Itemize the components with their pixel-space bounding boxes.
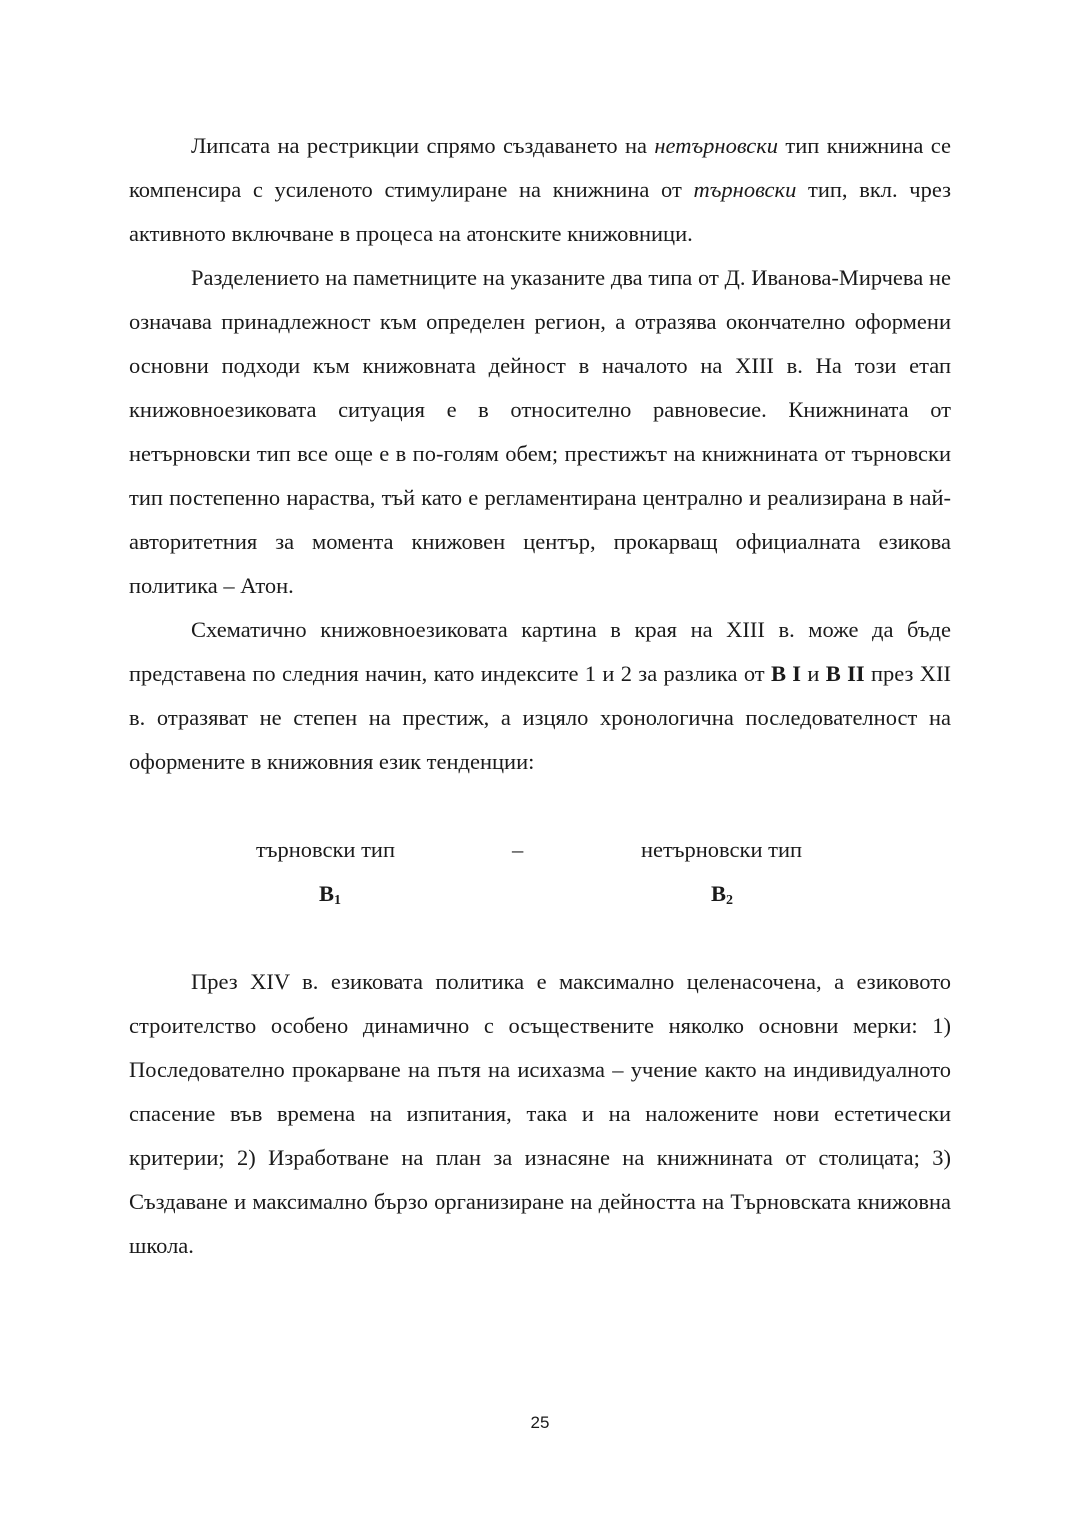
scheme-left-letter: B [319,881,335,906]
paragraph-3-text-3: през XII в. отразяват не степен на престиж, а изцяло хронологична последователност на оформените в книжовния език тенденции: [129,661,951,774]
paragraph-1 [129,124,951,256]
page-number: 25 [530,1413,550,1432]
scheme-right-label: нетърновски тип [641,837,803,862]
scheme-right-letter: B [711,881,727,906]
scheme-left-symbol [319,872,341,923]
paragraph-3-text-1: Схематично книжовноезиковата картина в края на XIII в. може да бъде представена по следния начин, като индексите 1 и 2 за разлика от [129,617,951,686]
paragraph-1-text-1: Липсата на рестрикции спрямо създаването на [191,133,655,158]
scheme-left-index: 1 [334,893,342,908]
paragraph-4 [129,960,951,1268]
paragraph-3-bold-term-2: B II [825,661,865,686]
paragraph-2 [129,256,951,608]
scheme-right-index: 2 [726,893,734,908]
document-page [129,124,951,1268]
scheme-right-symbol [711,872,733,923]
paragraph-1-italic-term-2: търновски [693,177,797,202]
paragraph-3-bold-term-1: B I [770,661,802,686]
paragraph-1-italic-term-1: нетърновски [654,133,779,158]
scheme-left-label: търновски тип [256,837,395,862]
paragraph-4-text: През XIV в. езиковата политика е максимално целенасочена, а езиковото строителство особено динамично с осъществените няколко основни мерки: 1) Последователно прокарване на пътя на исихазма – учение както на индивидуалното спасение във времена на изпитания, така и на наложените нови естетически критерии; 2) Изработване на план за изнасяне на книжнината от столицата; 3) Създаване и максимално бързо организиране на дейността на Търновската книжовна школа. [129,969,951,1258]
paragraph-3-text-2: и [801,661,826,686]
paragraph-1-text-3: тип, вкл. чрез активното включване в процеса на атонските книжовници. [129,177,951,246]
paragraph-1-text-2: тип книжнина се компенсира с усиленото стимулиране на книжнина от [129,133,951,202]
scheme-separator: – [512,837,524,862]
paragraph-2-text: Разделението на паметниците на указаните два типа от Д. Иванова-Мирчева не означава принадлежност към определен регион, а отразява окончателно оформени основни подходи към книжовната дейност в началото на XIII в. На този етап книжовноезиковата ситуация е в относително равновесие. Книжнината от нетърновски тип все още е в по-голям обем; престижът на книжнината от търновски тип постепенно нараства, тъй като е регламентирана централно и реализирана в най-авторитетния за момента книжовен център, прокарващ официалната езикова политика – Атон. [129,265,951,598]
paragraph-3 [129,608,951,784]
language-scheme [129,828,951,916]
